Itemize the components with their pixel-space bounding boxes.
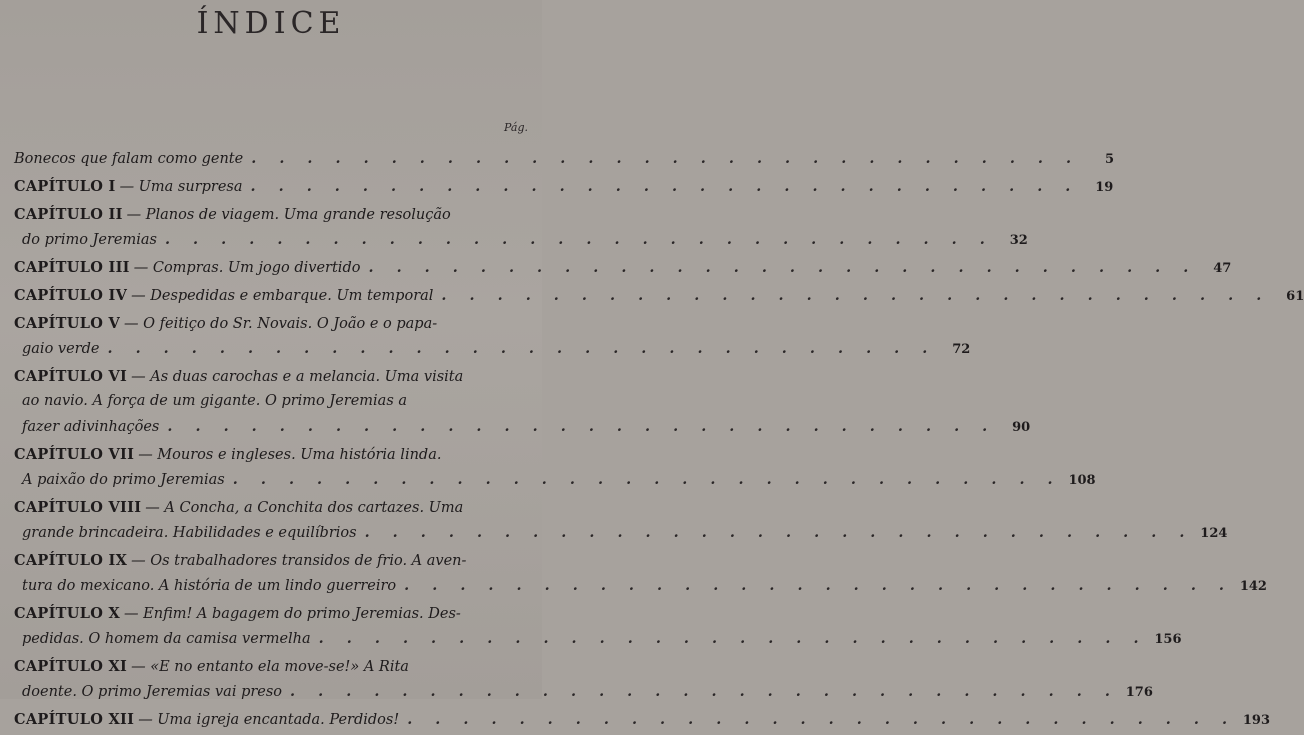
chapter-number: CAPÍTULO IV (14, 287, 128, 304)
toc-entry-line (14, 227, 1028, 252)
dot-leader: . . . . . . . . . . . . . . . . . . . . . . . . . . . . . . (404, 577, 1233, 594)
chapter-number: CAPÍTULO III (14, 259, 130, 276)
toc-entry-line (14, 283, 1304, 308)
chapter-title: — A Concha, a Conchita dos cartazes. Uma (145, 500, 464, 516)
dot-leader: . . . . . . . . . . . . . . . . . . . . . . . . . . . . . . (232, 471, 1062, 488)
toc-entry (14, 283, 1304, 311)
toc-entry-line (14, 364, 530, 389)
dot-leader: . . . . . . . . . . . . . . . . . . . . . . . . . . . . . . (318, 630, 1148, 647)
dot-leader: . . . . . . . . . . . . . . . . . . . . . . . . . . . . . . (107, 340, 937, 357)
toc-entry (14, 255, 1232, 283)
toc-entry-line (14, 202, 530, 227)
toc-entry-line (14, 495, 530, 520)
page-number: 72 (952, 342, 971, 357)
dot-leader: . . . . . . . . . . . . . . . . . . . . . . . . . . . . . . (250, 178, 1080, 195)
chapter-title: pedidas. O homem da camisa vermelha (22, 631, 311, 647)
toc-entry-line (14, 601, 530, 626)
chapter-title: A paixão do primo Jeremias (22, 472, 225, 488)
chapter-title: — Mouros e ingleses. Uma história linda. (138, 447, 442, 463)
chapter-title: do primo Jeremias (22, 232, 157, 248)
page-number: 5 (1105, 152, 1115, 167)
dot-leader: . . . . . . . . . . . . . . . . . . . . . . . . . . . . . . (290, 683, 1119, 700)
chapter-number: CAPÍTULO XII (14, 711, 135, 728)
chapter-number: CAPÍTULO XI (14, 658, 128, 675)
chapter-title: — Compras. Um jogo divertido (133, 260, 361, 276)
toc-entry-line (14, 146, 1115, 171)
toc-entry (14, 146, 1115, 174)
page-number: 156 (1154, 632, 1182, 647)
toc-entry-line (14, 707, 1271, 732)
page-number: 19 (1095, 180, 1114, 195)
chapter-number: CAPÍTULO VI (14, 368, 128, 385)
page-number: 108 (1068, 473, 1096, 488)
dot-leader: . . . . . . . . . . . . . . . . . . . . . . . . . . . . . . (407, 711, 1237, 728)
chapter-title: Bonecos que falam como gente (14, 151, 244, 167)
dot-leader: . . . . . . . . . . . . . . . . . . . . . . . . . . . . . . (441, 287, 1271, 304)
dot-leader: . . . . . . . . . . . . . . . . . . . . . . . . . . . . . . (167, 418, 997, 435)
chapter-number: CAPÍTULO IX (14, 552, 128, 569)
toc-entry (14, 202, 1028, 255)
chapter-number: CAPÍTULO VIII (14, 499, 142, 516)
chapter-title: — Uma surpresa (119, 179, 243, 195)
toc-entry-line (14, 414, 1031, 439)
chapter-title: — Os trabalhadores transidos de frio. A aven- (131, 553, 467, 569)
toc-entry (14, 364, 1031, 442)
dot-leader: . . . . . . . . . . . . . . . . . . . . . . . . . . . . . . (251, 150, 1081, 167)
page-number: 176 (1125, 685, 1153, 700)
toc-entry (14, 174, 1114, 202)
toc-entry (14, 601, 1182, 654)
chapter-title: — Despedidas e embarque. Um temporal (131, 288, 434, 304)
toc-entry-line (14, 654, 530, 679)
toc-entry (14, 707, 1271, 735)
dot-leader: . . . . . . . . . . . . . . . . . . . . . . . . . . . . . . (368, 259, 1198, 276)
chapter-title: — «E no entanto ela move-se!» A Rita (131, 659, 409, 675)
page-number: 124 (1200, 526, 1228, 541)
toc-entry-line (14, 548, 530, 573)
dot-leader: . . . . . . . . . . . . . . . . . . . . . . . . . . . . . . (164, 231, 994, 248)
chapter-title: — Planos de viagem. Uma grande resolução (126, 207, 451, 223)
chapter-title: — As duas carochas e a melancia. Uma visita (131, 369, 464, 385)
page-title: ÍNDICE (196, 6, 346, 41)
toc-entry-line (14, 336, 971, 361)
chapter-number: CAPÍTULO I (14, 178, 116, 195)
chapter-title: tura do mexicano. A história de um lindo guerreiro (22, 578, 397, 594)
chapter-number: CAPÍTULO II (14, 206, 123, 223)
chapter-number: CAPÍTULO VII (14, 446, 135, 463)
chapter-title: fazer adivinhações (22, 419, 160, 435)
toc-entry-line (14, 520, 1228, 545)
toc-entry-line (14, 311, 530, 336)
toc-entry-line (14, 679, 1153, 704)
toc-entry-line (14, 255, 1232, 280)
toc-entry (14, 548, 1267, 601)
chapter-title: doente. O primo Jeremias vai preso (22, 684, 283, 700)
toc-entry-line (14, 442, 530, 467)
chapter-title: — Uma igreja encantada. Perdidos! (138, 712, 400, 728)
toc-entry (14, 311, 971, 364)
chapter-number: CAPÍTULO X (14, 605, 121, 622)
page-number: 61 (1286, 289, 1304, 304)
dot-leader: . . . . . . . . . . . . . . . . . . . . . . . . . . . . . . (364, 524, 1194, 541)
chapter-title: — O feitiço do Sr. Novais. O João e o papa- (124, 316, 438, 332)
chapter-title: — Enfim! A bagagem do primo Jeremias. Des- (124, 606, 461, 622)
toc-entry-line (14, 174, 1114, 199)
toc-entry (14, 442, 1096, 495)
page-column-label: Pág. (503, 121, 528, 134)
chapter-title: gaio verde (22, 341, 100, 357)
page-number: 193 (1242, 713, 1271, 728)
toc-entry (14, 495, 1228, 548)
chapter-number: CAPÍTULO V (14, 315, 121, 332)
toc-entry-line (14, 389, 530, 414)
toc-entry-line (14, 626, 1182, 651)
chapter-title: ao navio. A força de um gigante. O primo Jeremias a (22, 393, 408, 409)
page-number: 90 (1012, 420, 1031, 435)
page-number: 47 (1213, 261, 1232, 276)
chapter-title: grande brincadeira. Habilidades e equilíbrios (22, 525, 357, 541)
page-number: 32 (1009, 233, 1028, 248)
toc-entry-line (14, 467, 1096, 492)
toc-entry (14, 654, 1153, 707)
table-of-contents (14, 146, 1304, 735)
page-number: 142 (1239, 579, 1267, 594)
toc-entry-line (14, 573, 1267, 598)
